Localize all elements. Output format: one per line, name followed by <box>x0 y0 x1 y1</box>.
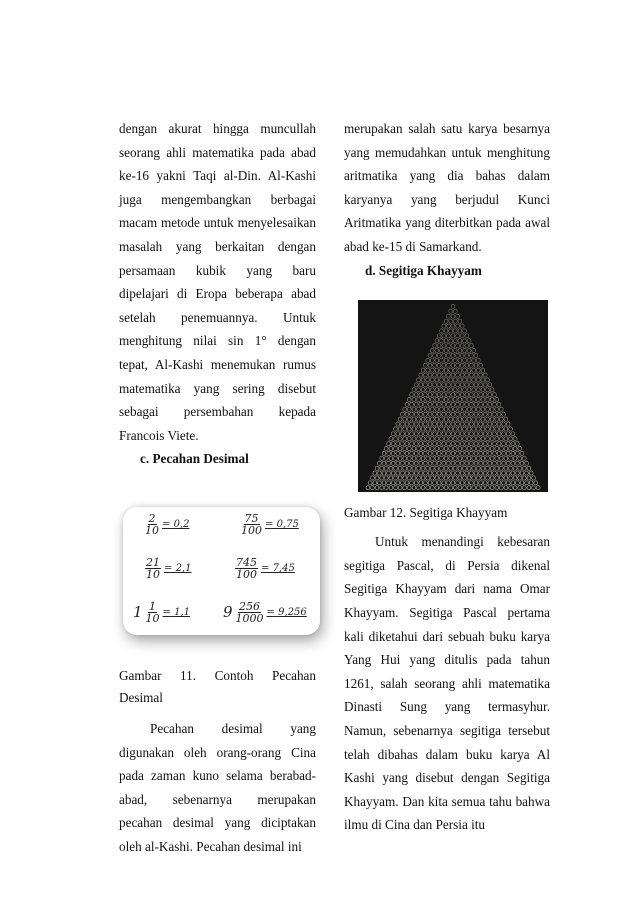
fraction-example-2: $\frac{75}{100}$ = 0,75 <box>241 512 299 538</box>
left-paragraph-1: dengan akurat hingga muncullah seorang ahli matematika pada abad ke-16 yakni Taqi al-Din. Al-Kashi juga mengembangkan berbagai macam metode untuk menyelesaikan masalah yang berkaitan dengan persamaan kubik yang baru dipelajari di Eropa beberapa abad setelah penemuannya. Untuk menghitung nilai sin 1° dengan tepat, Al-Kashi menemukan rumus matematika yang sering disebut sebagai persembahan kepada Francois Viete. <box>119 121 316 443</box>
khayyam-triangle-image <box>358 300 548 492</box>
decimal-fraction-figure <box>123 507 320 635</box>
heading-segitiga-khayyam: d. Segitiga Khayyam <box>365 262 482 278</box>
fraction-example-5: 1 $\frac{1}{10}$ = 1,1 <box>133 600 191 626</box>
left-column <box>119 117 316 858</box>
right-column <box>344 117 550 837</box>
right-paragraph-2: Untuk menandingi kebesaran segitiga Pascal, di Persia dikenal Segitiga Khayyam dari nama Omar Khayyam. Segitiga Pascal pertama kali diketahui dari sebuah buku karya Yang Hui yang ditulis pada tahun 1261, salah seorang ahli matematika Dinasti Sung yang termasyhur. Namun, sebenarnya segitiga tersebut telah dibahas dalam buku karya Al Kashi yang disebut dengan Segitiga Khayyam. Dan kita semua tahu bahwa ilmu di Cina dan Persia itu <box>344 534 550 833</box>
fraction-example-1: $\frac{2}{10}$ = 0,2 <box>145 512 190 538</box>
heading-pecahan-desimal: c. Pecahan Desimal <box>140 451 249 467</box>
fraction-example-4: $\frac{745}{100}$ = 7,45 <box>236 556 295 582</box>
left-paragraph-2: Pecahan desimal yang digunakan oleh orang-orang Cina pada zaman kuno selama berabad-abad, sebenarnya merupakan pecahan desimal yang diciptakan oleh al-Kashi. Pecahan desimal ini <box>119 720 316 854</box>
figure-11-caption: Gambar 11. Contoh Pecahan Desimal <box>119 667 316 705</box>
khayyam-triangle-graphic <box>358 300 548 492</box>
fraction-example-6: 9 $\frac{256}{1000}$ = 9,256 <box>223 600 307 626</box>
right-paragraph-1: merupakan salah satu karya besarnya yang memudahkan untuk menghitung aritmatika yang dia bahas dalam karyanya yang berjudul Kunci Aritmatika yang diterbitkan pada awal abad ke-15 di Samarkand. <box>344 121 550 254</box>
fraction-example-3: $\frac{21}{10}$ = 2,1 <box>146 556 192 582</box>
figure-12-caption: Gambar 12. Segitiga Khayyam <box>344 505 508 521</box>
triangle-cells <box>366 305 540 490</box>
